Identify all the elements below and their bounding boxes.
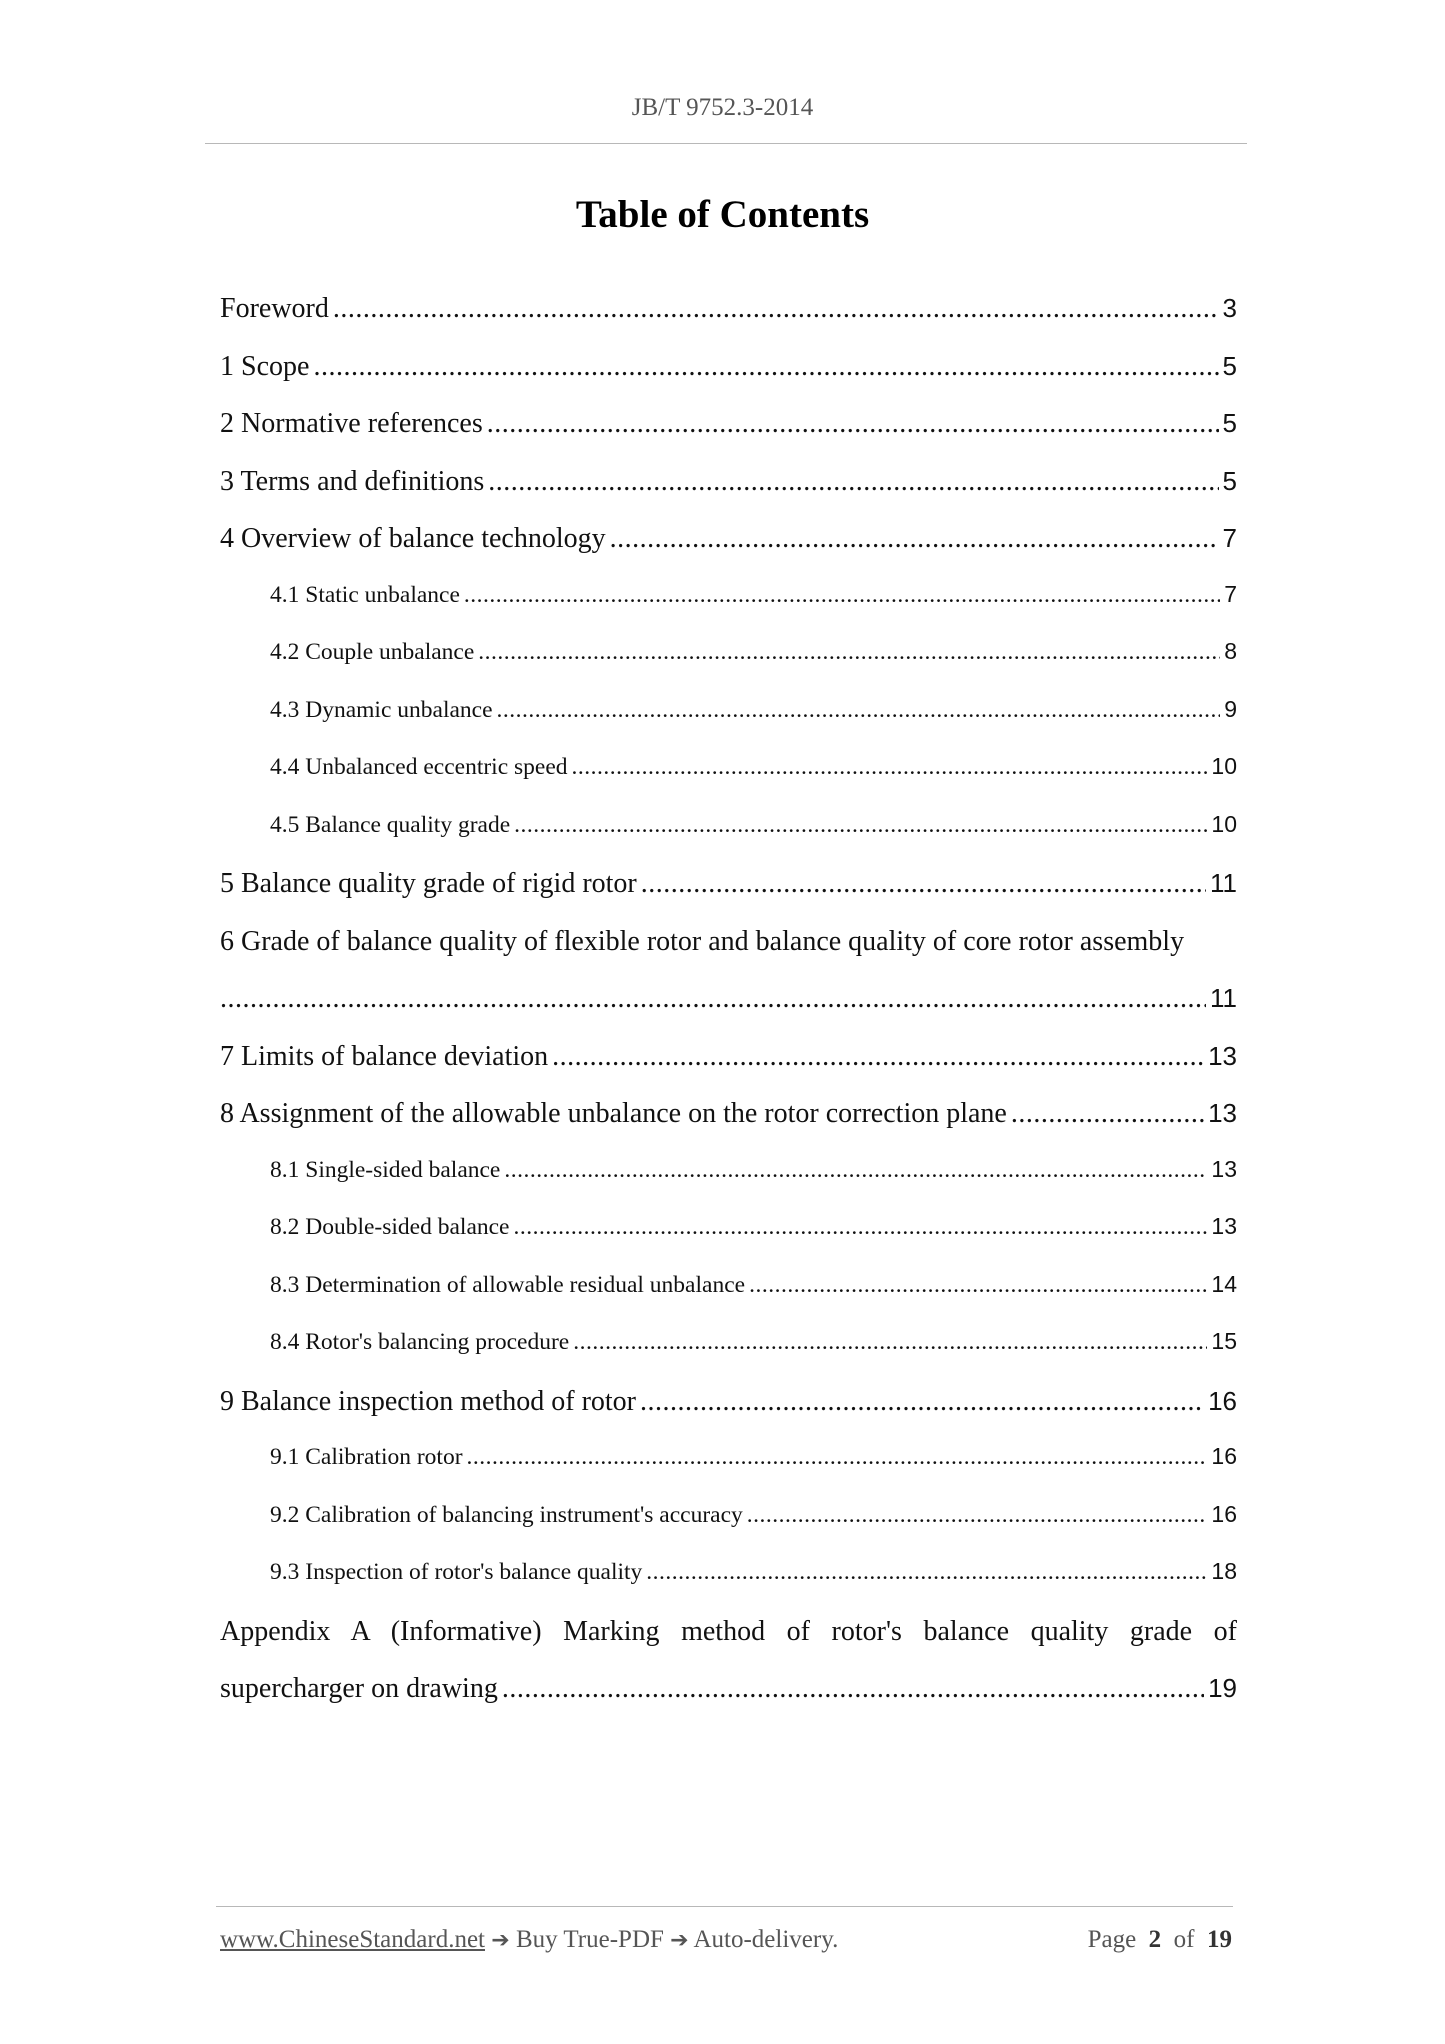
toc-entry-label: 1 Scope (220, 350, 310, 382)
dot-leader (313, 351, 1218, 383)
toc-subentry[interactable] (220, 1271, 1237, 1329)
toc-entry-label: 8 Assignment of the allowable unbalance on the rotor correction plane (220, 1098, 1007, 1129)
toc-entry-label: 4.5 Balance quality grade (270, 811, 511, 838)
of-word: of (1173, 1926, 1195, 1953)
dot-leader (572, 754, 1208, 781)
toc-entry-label: 8.3 Determination of allowable residual unbalance (270, 1271, 746, 1298)
toc-entry[interactable] (220, 293, 1237, 351)
dot-leader (220, 983, 1206, 1015)
footer-links (220, 1926, 838, 1954)
toc-subentry[interactable] (220, 1328, 1237, 1386)
toc-entry-label: 4.4 Unbalanced eccentric speed (270, 754, 568, 780)
toc-entry-label: 4 Overview of balance technology (220, 523, 606, 554)
dot-leader (478, 639, 1220, 666)
dot-leader (646, 1559, 1207, 1586)
toc-entry-label: 4.3 Dynamic unbalance (270, 696, 493, 723)
toc-subentry[interactable] (220, 1156, 1237, 1214)
toc-subentry[interactable] (220, 1213, 1237, 1271)
arrow-right-icon: ➔ (670, 1928, 689, 1953)
dot-leader (488, 466, 1218, 498)
toc-entry-page: 18 (1211, 1558, 1237, 1584)
toc-entry-page: 13 (1208, 1040, 1237, 1071)
toc-entry-label: 6 Grade of balance quality of flexible rotor and balance quality of core rotor assembly (220, 925, 1185, 957)
toc-entry-label: 9 Balance inspection method of rotor (220, 1385, 636, 1417)
dot-leader (610, 523, 1219, 555)
toc-entry-label: 3 Terms and definitions (220, 465, 485, 497)
footer-divider (216, 1906, 1233, 1907)
toc-entry-label: 8.1 Single-sided balance (270, 1156, 501, 1183)
toc-entry-page: 3 (1222, 293, 1237, 323)
toc-entry-page: 14 (1211, 1270, 1237, 1297)
toc-entry[interactable] (220, 1616, 1237, 1674)
toc-subentry[interactable] (220, 1443, 1237, 1501)
page-counter (1088, 1926, 1232, 1954)
toc-entry[interactable] (220, 351, 1237, 409)
arrow-right-icon: ➔ (491, 1928, 510, 1953)
toc-entry-page: 11 (1210, 868, 1237, 898)
toc-subentry[interactable] (220, 581, 1237, 639)
dot-leader (497, 697, 1221, 724)
toc-entry-label: 2 Normative references (220, 408, 483, 439)
site-link[interactable]: www.ChineseStandard.net (220, 1926, 485, 1953)
buy-pdf-text: Buy True-PDF (515, 1926, 664, 1953)
toc-entry[interactable] (220, 1098, 1237, 1156)
toc-entry-label-continued: supercharger on drawing (220, 1673, 498, 1704)
dot-leader (514, 812, 1207, 839)
toc-entry-label: 8.2 Double-sided balance (270, 1214, 510, 1240)
dot-leader (552, 1041, 1204, 1073)
toc-entry-page: 5 (1222, 465, 1237, 496)
toc-entry-page: 10 (1211, 810, 1237, 837)
dot-leader (333, 293, 1219, 325)
toc-subentry[interactable] (220, 1558, 1237, 1616)
toc-entry-page: 16 (1211, 1443, 1237, 1469)
toc-entry-label: 9.3 Inspection of rotor's balance quality (270, 1559, 643, 1585)
toc-entry-continuation[interactable] (220, 983, 1237, 1041)
toc-entry-page: 13 (1211, 1213, 1237, 1239)
toc-entry[interactable] (220, 408, 1237, 466)
page-total: 19 (1207, 1926, 1232, 1953)
dot-leader (1011, 1098, 1204, 1130)
toc-entry-page: 15 (1211, 1328, 1237, 1354)
toc-entry-page: 13 (1211, 1155, 1237, 1182)
page-title: Table of Contents (575, 193, 870, 236)
toc-entry-page: 9 (1224, 695, 1237, 722)
dot-leader (749, 1272, 1207, 1299)
dot-leader (464, 582, 1220, 609)
toc-entry-label: 5 Balance quality grade of rigid rotor (220, 868, 637, 899)
dot-leader (573, 1329, 1207, 1356)
dot-leader (487, 408, 1219, 440)
toc-entry-label: 4.2 Couple unbalance (270, 639, 475, 665)
dot-leader (504, 1157, 1207, 1184)
toc-entry[interactable] (220, 1041, 1237, 1099)
toc-subentry[interactable] (220, 638, 1237, 696)
toc-entry-label: 9.2 Calibration of balancing instrument's accuracy (270, 1501, 743, 1528)
dot-leader (641, 868, 1206, 900)
toc-entry-page: 5 (1222, 408, 1237, 438)
toc-entry-label: 4.1 Static unbalance (270, 581, 460, 608)
toc-entry-page: 13 (1208, 1098, 1237, 1128)
toc-subentry[interactable] (220, 1501, 1237, 1559)
toc-entry-page: 10 (1211, 753, 1237, 779)
toc-subentry[interactable] (220, 811, 1237, 869)
toc-entry-page: 16 (1208, 1385, 1237, 1416)
toc-entry-page: 7 (1222, 523, 1237, 553)
dot-leader (747, 1502, 1208, 1529)
dot-leader (502, 1673, 1204, 1705)
toc-entry-page: 8 (1224, 638, 1237, 664)
page-word: Page (1087, 1926, 1137, 1953)
toc-entry-label: 8.4 Rotor's balancing procedure (270, 1329, 570, 1355)
dot-leader (467, 1444, 1208, 1471)
toc-entry-continuation[interactable] (220, 1673, 1237, 1731)
page-footer (220, 1926, 1232, 1954)
toc-entry[interactable] (220, 868, 1237, 926)
toc-entry[interactable] (220, 523, 1237, 581)
dot-leader (514, 1214, 1208, 1241)
page-number: 2 (1148, 1926, 1162, 1953)
toc-entry-page: 11 (1210, 983, 1237, 1013)
toc-entry[interactable] (220, 466, 1237, 524)
delivery-text: Auto-delivery. (693, 1926, 839, 1953)
toc-entry-label: 7 Limits of balance deviation (220, 1040, 549, 1072)
toc-entry-label: Appendix A (Informative) Marking method of rotor's balance quality grade of (220, 1615, 1237, 1647)
toc-subentry[interactable] (220, 696, 1237, 754)
toc-entry-page: 19 (1208, 1673, 1237, 1703)
toc-entry-page: 16 (1211, 1500, 1237, 1527)
toc-entry-label: Foreword (220, 293, 329, 324)
toc-entry-page: 5 (1222, 350, 1237, 381)
table-of-contents (220, 293, 1237, 1731)
toc-entry-label: 9.1 Calibration rotor (270, 1444, 463, 1470)
dot-leader (640, 1386, 1204, 1418)
header-divider (205, 143, 1247, 144)
toc-entry[interactable] (220, 1386, 1237, 1444)
toc-entry[interactable] (220, 926, 1237, 984)
toc-entry-page: 7 (1224, 580, 1237, 607)
document-id-header: JB/T 9752.3-2014 (631, 94, 814, 121)
toc-subentry[interactable] (220, 753, 1237, 811)
